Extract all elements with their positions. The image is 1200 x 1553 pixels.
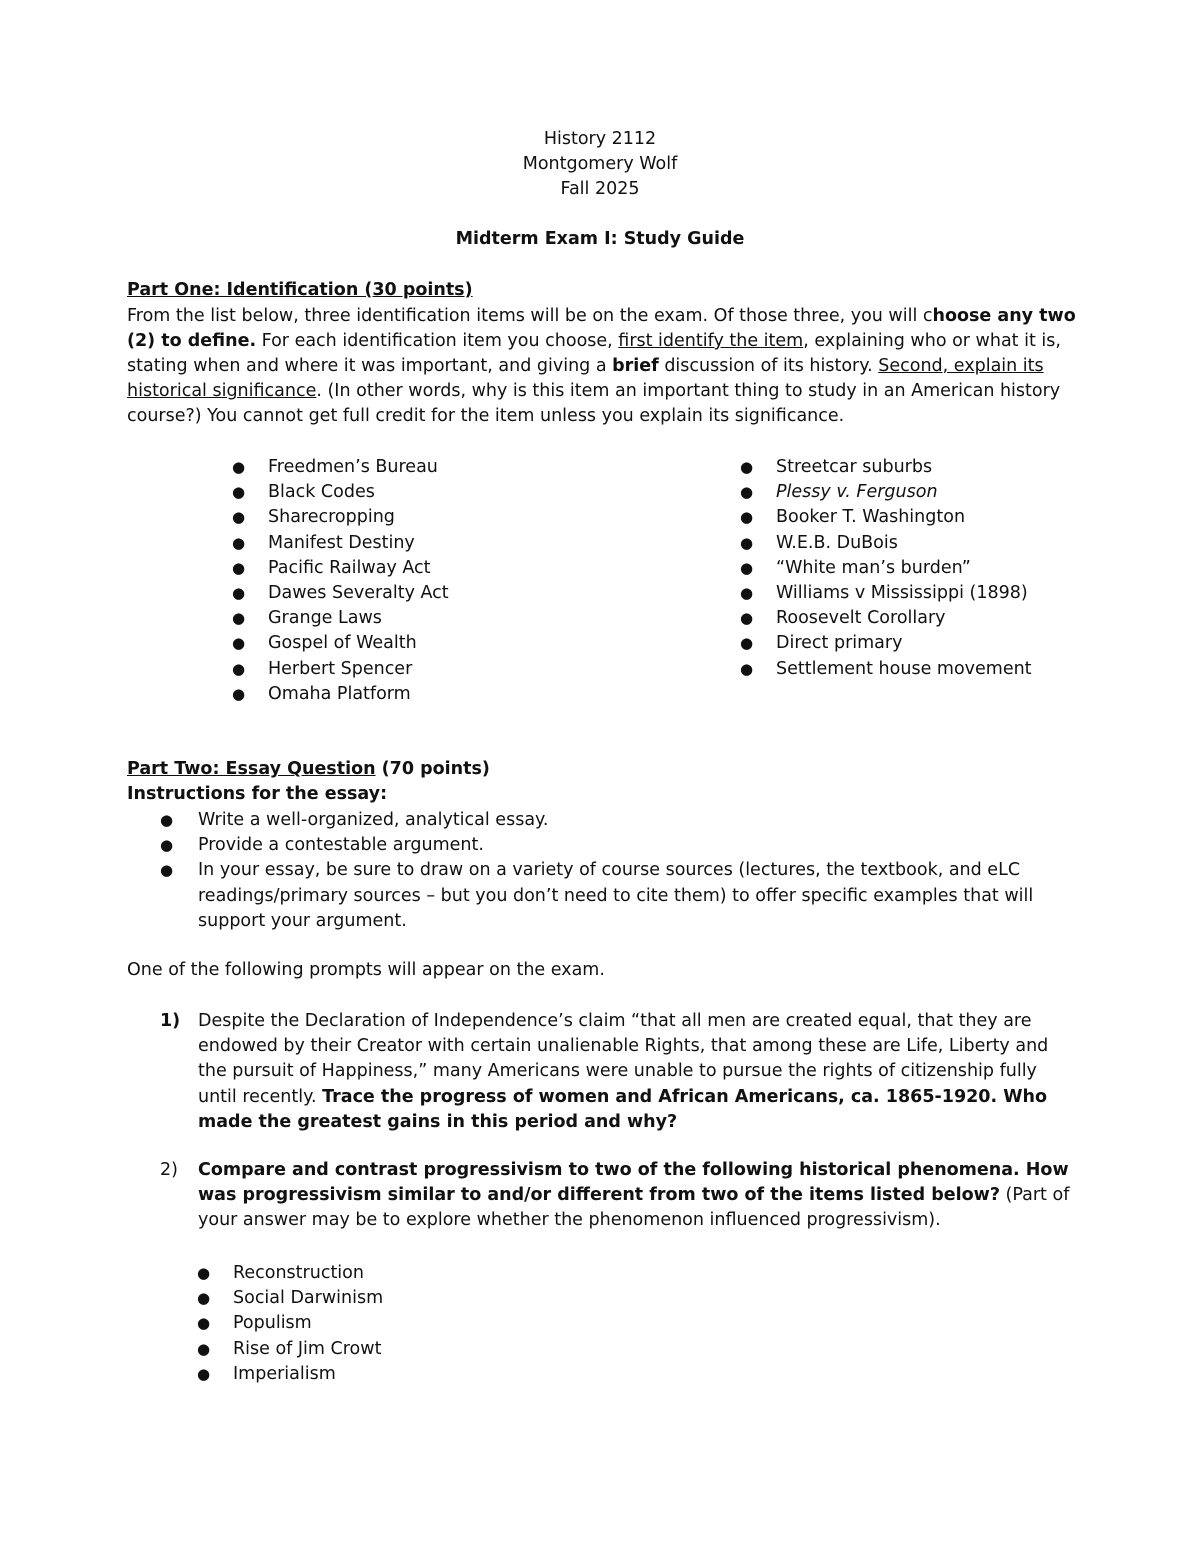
list-item: ● Provide a contestable argument. [160,833,1080,858]
bullet-icon: ● [160,811,174,829]
bullet-icon: ● [197,1364,211,1383]
instr-bold-2: brief [612,356,659,376]
essay-instructions-list [160,808,1080,934]
study-guide-page: History 2112 Montgomery Wolf Fall 2025 Midterm Exam I: Study Guide Part One: Identification (30 points) From the list below, three identification items will be on the exam. Of those three, you will choose any two (2) to define. For each identification item you choose, first identify the item, explaining who or what it is, stating when and where it was important, and giving a brief discussion of its history. Second, explain its historical significance. (In other words, why is this item an important thing to study in an American history course?) You cannot get full credit for the item unless you explain its significance. ● Freedmen’s Bureau ● Black Codes ● Sharecropping ● Manifest Destiny ● Pacific Railway Act ● Dawes Severalty Act ● Grange Laws ● Gospel of Wealth ● Herbert Spencer ● Omaha Platform ● Streetcar suburbs ● Plessy v. Ferguson ● Booker T. Washington ● W.E.B. DuBois ● “White man’s burden” ● Williams v Mississippi (1898) ● Roosevelt Corollary ● Direct primary ● Settlement house movement Part Two: Essay Question (70 points) Instructions for the essay: ● Write a well-organized, analytical essay. ● Provide a contestable argument. ● In your essay, be sure to draw on a variety of course sources (lectures, the textbook, and eLC readings/primary sources – but you don’t need to cite them) to offer specific examples that will support your argument. One of the following prompts will appear on the exam. 1) Despite the Declaration of Independence’s claim “that all men are created equal, that they are endowed by their Creator with certain unalienable Rights, that among these are Life, Liberty and the pursuit of Happiness,” many Americans were unable to pursue the rights of citizenship fully until recently. Trace the progress of women and African Americans, ca. 1865-1920. Who made the greatest gains in this period and why? 2) Compare and contrast progressivism to two of the following historical phenomena. How was progressivism similar to and/or different from two of the items listed below? (Part of your answer may be to explore whether the phenomenon influenced progressivism). ● Reconstruction ● Social Darwinism ● Populism ● Rise of Jim Crowt ● Imperialism [0,0,1200,1553]
prompt-2-body [198,1158,1080,1234]
instr-underline-2: Second, explain its historical significance [127,356,1044,401]
prompt-number: 1) [160,1011,181,1031]
bullet-icon: ● [232,609,246,628]
part-two-heading [127,757,1077,782]
prompt-2-question: Compare and contrast progressivism to two of the following historical phenomena. How was progressivism similar to and/or different from two of the items listed below? [198,1160,1069,1206]
bullet-icon: ● [232,634,246,653]
bullet-icon: ● [740,533,754,552]
bullet-icon: ● [740,508,754,527]
term-line: Fall 2025 [560,179,640,199]
essay-instructions-heading: Instructions for the essay: [127,784,388,804]
list-item: ● Write a well-organized, analytical essay. [160,808,1080,833]
bullet-icon: ● [740,558,754,577]
prompt-2-text: (Part of your answer may be to explore whether the phenomenon influenced progressivism). [198,1185,1070,1231]
instr-underline-1: first identify the item [618,331,804,351]
prompt-number: 2) [160,1160,178,1180]
bullet-icon: ● [197,1314,211,1333]
prompt-1-body [198,1009,1080,1135]
bullet-icon: ● [740,458,754,476]
bullet-icon: ● [232,508,246,527]
bullet-icon: ● [232,533,246,552]
prompts-intro: One of the following prompts will appear on the exam. [127,960,605,980]
bullet-icon: ● [232,558,246,577]
prompt-1 [160,1009,1080,1135]
bullet-icon: ● [740,583,754,602]
bullet-icon: ● [232,458,246,476]
part-one-instructions [127,304,1077,429]
instr-text-1: From the list below, three identification items will be on the exam. Of those three, you will c [127,306,933,326]
instructor-line: Montgomery Wolf [522,154,678,174]
part-two-heading-points: (70 points) [375,759,490,779]
document-title: Midterm Exam I: Study Guide [455,229,745,249]
bullet-icon: ● [232,483,246,502]
part-one-heading: Part One: Identification (30 points) [127,280,473,300]
instr-text-2: For each identification item you choose, [256,331,619,351]
instr-bold-1: hoose any two (2) to define. [127,306,1076,351]
instr-text-4: discussion of its history. [658,356,879,376]
bullet-icon: ● [232,684,246,703]
bullet-icon: ● [232,583,246,602]
bullet-icon: ● [740,483,754,502]
bullet-icon: ● [197,1289,211,1308]
prompt-1-text: Despite the Declaration of Independence’s claim “that all men are created equal, that they are endowed by their Creator with certain unalienable Rights, that among these are Life, Liberty and the pursuit of Happiness,” many Americans were unable to pursue the rights of citizenship fully until recently. [198,1011,1049,1107]
bullet-icon: ● [197,1339,211,1358]
bullet-icon: ● [740,609,754,628]
course-line: History 2112 [543,129,657,149]
bullet-icon: ● [160,836,174,855]
instr-text-3: , explaining who or what it is, stating when and where it was important, and giving a [127,331,1061,376]
bullet-icon: ● [232,659,246,678]
prompt-2 [160,1158,1080,1234]
bullet-icon: ● [740,659,754,678]
bullet-icon: ● [197,1264,211,1282]
list-item: ● In your essay, be sure to draw on a variety of course sources (lectures, the textbook, and eLC readings/primary sources – but you don’t need to cite them) to offer specific examples that will support your argument. [160,860,1034,931]
prompt-1-question: Trace the progress of women and African Americans, ca. 1865-1920. Who made the greatest gains in this period and why? [198,1086,1047,1132]
instr-text-5: . (In other words, why is this item an important thing to study in an American history course?) You cannot get full credit for the item unless you explain its significance. [127,381,1061,426]
part-two-heading-underlined: Part Two: Essay Question [127,759,376,779]
bullet-icon: ● [160,861,174,880]
bullet-icon: ● [740,634,754,653]
